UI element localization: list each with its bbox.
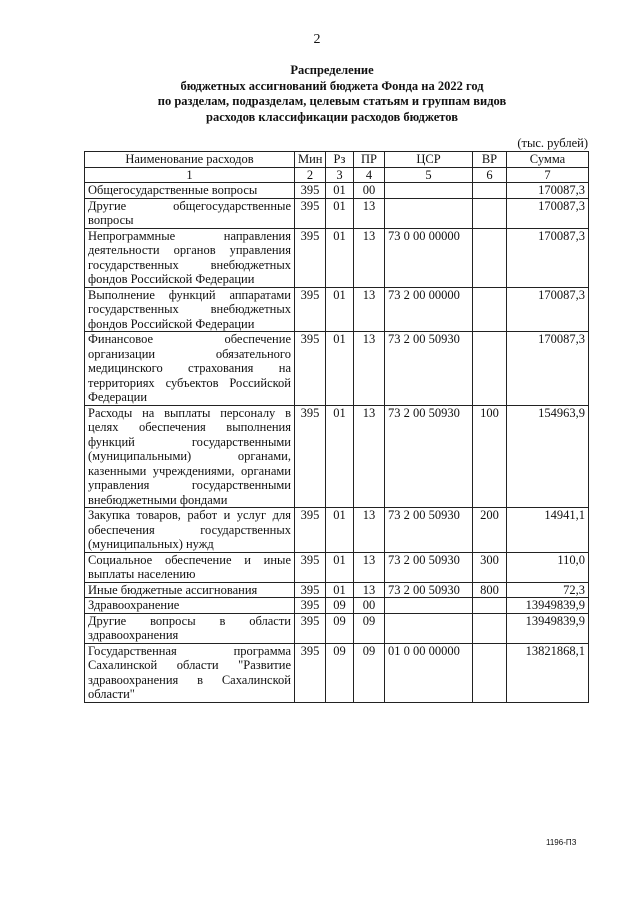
expense-type-cell — [473, 643, 507, 702]
table-body — [85, 183, 589, 703]
header-cell: ВР — [473, 152, 507, 168]
target-article-cell: 73 2 00 50930 — [385, 405, 473, 508]
expense-type-cell: 100 — [473, 405, 507, 508]
target-article-cell: 73 2 00 00000 — [385, 287, 473, 332]
ministry-code-cell: 395 — [295, 643, 326, 702]
amount-cell: 72,3 — [507, 582, 589, 598]
subsection-code-cell: 13 — [354, 508, 385, 553]
ministry-code-cell: 395 — [295, 198, 326, 228]
expense-name-cell: Закупка товаров, работ и услуг для обеспечения государственных (муниципальных) нужд — [85, 508, 295, 553]
subsection-code-cell: 00 — [354, 183, 385, 199]
subsection-code-cell: 00 — [354, 598, 385, 614]
table-row — [85, 643, 589, 702]
ministry-code-cell: 395 — [295, 508, 326, 553]
header-cell: ПР — [354, 152, 385, 168]
document-title — [60, 63, 604, 125]
target-article-cell: 73 0 00 00000 — [385, 228, 473, 287]
expense-name-cell: Государственная программа Сахалинской области "Развитие здравоохранения в Сахалинской области" — [85, 643, 295, 702]
title-line: расходов классификации расходов бюджетов — [206, 109, 458, 124]
expense-name-cell: Иные бюджетные ассигнования — [85, 582, 295, 598]
column-number: 1 — [85, 167, 295, 183]
column-number: 6 — [473, 167, 507, 183]
column-number: 7 — [507, 167, 589, 183]
target-article-cell — [385, 183, 473, 199]
amount-cell: 170087,3 — [507, 183, 589, 199]
expense-type-cell — [473, 613, 507, 643]
subsection-code-cell: 09 — [354, 613, 385, 643]
title-line: по разделам, подразделам, целевым статьям и группам видов — [157, 94, 507, 108]
table-row — [85, 552, 589, 582]
table-row — [85, 598, 589, 614]
table-row — [85, 405, 589, 508]
target-article-cell — [385, 198, 473, 228]
subsection-code-cell: 13 — [354, 405, 385, 508]
subsection-code-cell: 13 — [354, 552, 385, 582]
ministry-code-cell: 395 — [295, 332, 326, 406]
section-code-cell: 01 — [326, 228, 354, 287]
target-article-cell: 73 2 00 50930 — [385, 582, 473, 598]
page-number: 2 — [313, 32, 321, 47]
expense-name-cell: Другие вопросы в области здравоохранения — [85, 613, 295, 643]
header-row — [85, 152, 589, 168]
header-cell: Мин — [295, 152, 326, 168]
subsection-code-cell: 13 — [354, 287, 385, 332]
budget-table — [84, 151, 589, 703]
section-code-cell: 01 — [326, 287, 354, 332]
column-number: 2 — [295, 167, 326, 183]
column-number: 3 — [326, 167, 354, 183]
table-row — [85, 508, 589, 553]
expense-type-cell — [473, 598, 507, 614]
subsection-code-cell: 13 — [354, 228, 385, 287]
table-row — [85, 613, 589, 643]
expense-name-cell: Общегосударственные вопросы — [85, 183, 295, 199]
section-code-cell: 01 — [326, 405, 354, 508]
target-article-cell — [385, 613, 473, 643]
section-code-cell: 01 — [326, 508, 354, 553]
expense-type-cell — [473, 228, 507, 287]
subsection-code-cell: 13 — [354, 582, 385, 598]
table-row — [85, 332, 589, 406]
expense-type-cell — [473, 183, 507, 199]
amount-cell: 13949839,9 — [507, 598, 589, 614]
expense-name-cell: Здравоохранение — [85, 598, 295, 614]
expense-name-cell: Непрограммные направления деятельности органов управления государственных внебюджетных фондов Российской Федерации — [85, 228, 295, 287]
column-number: 5 — [385, 167, 473, 183]
ministry-code-cell: 395 — [295, 405, 326, 508]
ministry-code-cell: 395 — [295, 228, 326, 287]
units-label: (тыс. рублей) — [517, 136, 588, 150]
amount-cell: 170087,3 — [507, 287, 589, 332]
table-row — [85, 183, 589, 199]
expense-name-cell: Социальное обеспечение и иные выплаты населению — [85, 552, 295, 582]
amount-cell: 110,0 — [507, 552, 589, 582]
section-code-cell: 01 — [326, 198, 354, 228]
header-cell: ЦСР — [385, 152, 473, 168]
header-cell: Рз — [326, 152, 354, 168]
amount-cell: 170087,3 — [507, 332, 589, 406]
target-article-cell: 01 0 00 00000 — [385, 643, 473, 702]
amount-cell: 14941,1 — [507, 508, 589, 553]
section-code-cell: 09 — [326, 598, 354, 614]
table-row — [85, 582, 589, 598]
target-article-cell: 73 2 00 50930 — [385, 552, 473, 582]
expense-name-cell: Выполнение функций аппаратами государственных внебюджетных фондов Российской Федерации — [85, 287, 295, 332]
expense-type-cell: 200 — [473, 508, 507, 553]
amount-cell: 13821868,1 — [507, 643, 589, 702]
table-row — [85, 198, 589, 228]
column-number: 4 — [354, 167, 385, 183]
subsection-code-cell: 13 — [354, 198, 385, 228]
header-cell: Сумма — [507, 152, 589, 168]
title-line: бюджетных ассигнований бюджета Фонда на 2022 год — [180, 78, 484, 93]
subsection-code-cell: 13 — [354, 332, 385, 406]
amount-cell: 170087,3 — [507, 198, 589, 228]
section-code-cell: 01 — [326, 582, 354, 598]
ministry-code-cell: 395 — [295, 582, 326, 598]
ministry-code-cell: 395 — [295, 287, 326, 332]
target-article-cell: 73 2 00 50930 — [385, 508, 473, 553]
section-code-cell: 01 — [326, 552, 354, 582]
ministry-code-cell: 395 — [295, 183, 326, 199]
amount-cell: 154963,9 — [507, 405, 589, 508]
ministry-code-cell: 395 — [295, 613, 326, 643]
expense-name-cell: Финансовое обеспечение организации обязательного медицинского страхования на территориях субъектов Российской Федерации — [85, 332, 295, 406]
section-code-cell: 09 — [326, 613, 354, 643]
title-line: Распределение — [290, 63, 374, 77]
amount-cell: 170087,3 — [507, 228, 589, 287]
subsection-code-cell: 09 — [354, 643, 385, 702]
section-code-cell: 09 — [326, 643, 354, 702]
ministry-code-cell: 395 — [295, 598, 326, 614]
expense-name-cell: Расходы на выплаты персоналу в целях обеспечения выполнения функций государственными (муниципальными) органами, казенными учреждениями, органами управления государственными внебюджетными фондами — [85, 405, 295, 508]
document-code: 1196-ПЗ — [546, 838, 577, 847]
section-code-cell: 01 — [326, 183, 354, 199]
expense-type-cell — [473, 198, 507, 228]
expense-type-cell: 800 — [473, 582, 507, 598]
column-number-row — [85, 167, 589, 183]
target-article-cell: 73 2 00 50930 — [385, 332, 473, 406]
ministry-code-cell: 395 — [295, 552, 326, 582]
expense-type-cell: 300 — [473, 552, 507, 582]
expense-type-cell — [473, 287, 507, 332]
expense-name-cell: Другие общегосударственные вопросы — [85, 198, 295, 228]
target-article-cell — [385, 598, 473, 614]
table-row — [85, 228, 589, 287]
header-cell: Наименование расходов — [85, 152, 295, 168]
amount-cell: 13949839,9 — [507, 613, 589, 643]
section-code-cell: 01 — [326, 332, 354, 406]
table-row — [85, 287, 589, 332]
expense-type-cell — [473, 332, 507, 406]
